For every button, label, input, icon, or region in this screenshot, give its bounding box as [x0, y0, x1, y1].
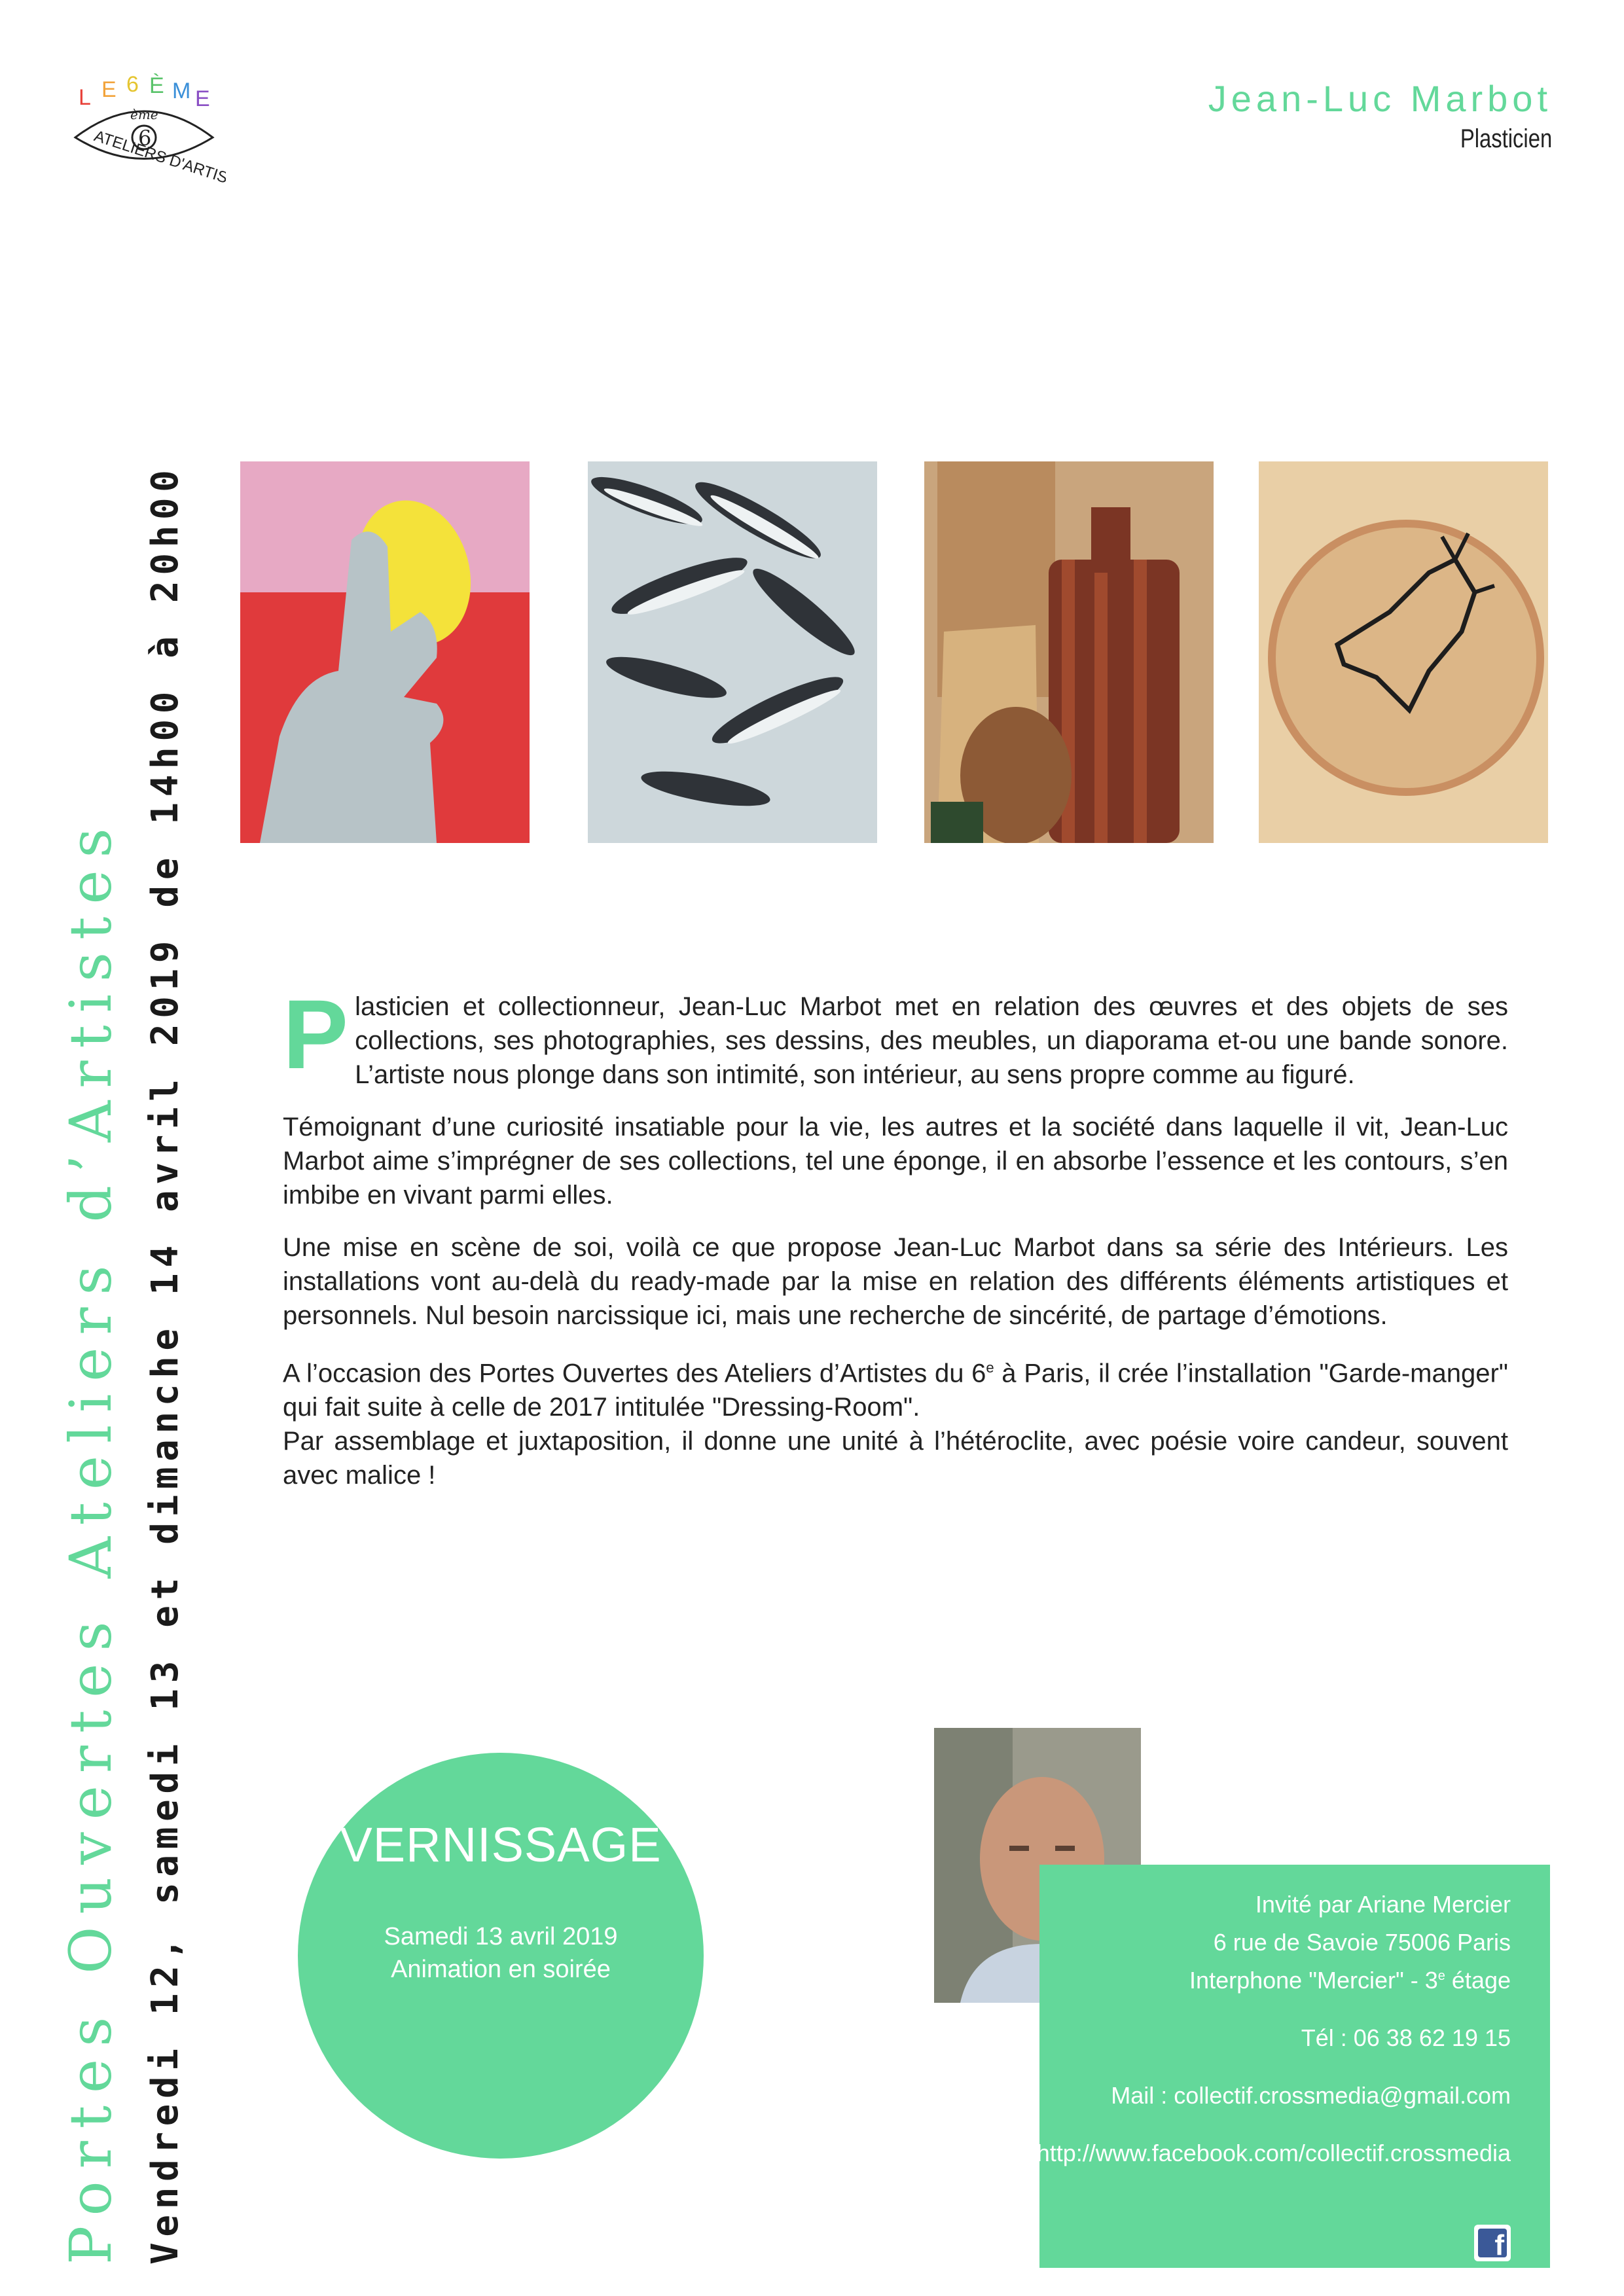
logo-letter-5: M	[172, 79, 191, 103]
paragraph-4	[283, 1351, 1508, 1424]
event-title-vertical: Portes Ouvertes Ateliers d’Artistes	[57, 816, 124, 2265]
intercom-sup: e	[1437, 1969, 1445, 1983]
phone-number: Tél : 06 38 62 19 15	[1301, 2024, 1511, 2051]
email-address[interactable]: Mail : collectif.crossmedia@gmail.com	[1111, 2082, 1511, 2109]
paragraph-4-end: à Paris, il crée l’installation "Garde-manger" qui fait suite à celle de 2017 intitulée "Dressing-Room".	[283, 1359, 1508, 1422]
paragraph-3: Une mise en scène de soi, voilà ce que propose Jean-Luc Marbot dans sa série des Intérieurs. Les installations vont au-delà du ready-made par la mise en relation des différents éléments artistiques et personnels. Nul besoin narcissique ici, mais une recherche de sincérité, de partage d’émotions.	[283, 1233, 1508, 1330]
contact-panel	[1036, 1865, 1550, 2268]
vernissage-date: Samedi 13 avril 2019	[384, 1923, 618, 1950]
facebook-link[interactable]: http://www.facebook.com/collectif.crossmedia	[1036, 2140, 1511, 2166]
artist-name: Jean-Luc Marbot	[1208, 78, 1552, 119]
host-address: 6 rue de Savoie 75006 Paris	[1213, 1929, 1511, 1956]
logo-letter-2: E	[101, 77, 117, 102]
facebook-icon[interactable]	[1474, 2225, 1511, 2261]
logo-numeral: 6	[138, 126, 152, 151]
paragraph-4-start: A l’occasion des Portes Ouvertes des Ateliers d’Artistes du 6	[283, 1359, 986, 1388]
intercom-text: Interphone "Mercier" - 3	[1189, 1967, 1438, 1994]
logo-letter-6: E	[195, 86, 210, 111]
logo-caption: ATELIERS D'ARTISTES	[92, 127, 226, 196]
ateliers-logo	[62, 65, 226, 196]
intercom-floor: étage	[1445, 1967, 1511, 1994]
artwork-photo-boards	[924, 461, 1214, 843]
artist-role: Plasticien	[1460, 124, 1552, 153]
intercom-info	[1189, 1967, 1511, 1994]
artwork-photo-lemon	[240, 461, 530, 843]
logo-inner: ème	[130, 107, 158, 122]
vernissage-badge	[298, 1753, 704, 2159]
dropcap-letter: P	[283, 979, 349, 1089]
paragraph-1: lasticien et collectionneur, Jean-Luc Marbot met en relation des œuvres et des objets de ses collections, ses photographies, ses dessins, des meubles, un diaporama et-ou une bande sonore. L’artiste nous plonge dans son intimité, son intérieur, au sens propre comme au figuré.	[355, 992, 1508, 1089]
artwork-photo-fish	[588, 461, 877, 843]
artwork-photo-embroidery	[1259, 461, 1548, 843]
logo-letter-1: L	[79, 85, 91, 110]
paragraph-2: Témoignant d’une curiosité insatiable pour la vie, les autres et la société dans laquelle il vit, Jean-Luc Marbot aime s’imprégner de ses collections, tel une éponge, il en absorbe l’essence et les contours, s’en imbibe en vivant parmi elles.	[283, 1113, 1508, 1210]
event-dates-vertical: Vendredi 12, samedi 13 et dimanche 14 avril 2019 de 14h00 à 20h00	[144, 464, 187, 2265]
artist-description	[283, 979, 1508, 1511]
paragraph-4-sup: e	[986, 1359, 994, 1376]
logo-letter-3: 6	[126, 72, 139, 97]
logo-letter-4: È	[149, 73, 164, 98]
vernissage-note: Animation en soirée	[391, 1956, 611, 1983]
host-name: Invité par Ariane Mercier	[1255, 1891, 1511, 1918]
vernissage-title: VERNISSAGE	[340, 1818, 662, 1872]
paragraph-5: Par assemblage et juxtaposition, il donne une unité à l’hétéroclite, avec poésie voire candeur, souvent avec malice !	[283, 1427, 1508, 1490]
facebook-glyph: f	[1478, 2229, 1507, 2257]
